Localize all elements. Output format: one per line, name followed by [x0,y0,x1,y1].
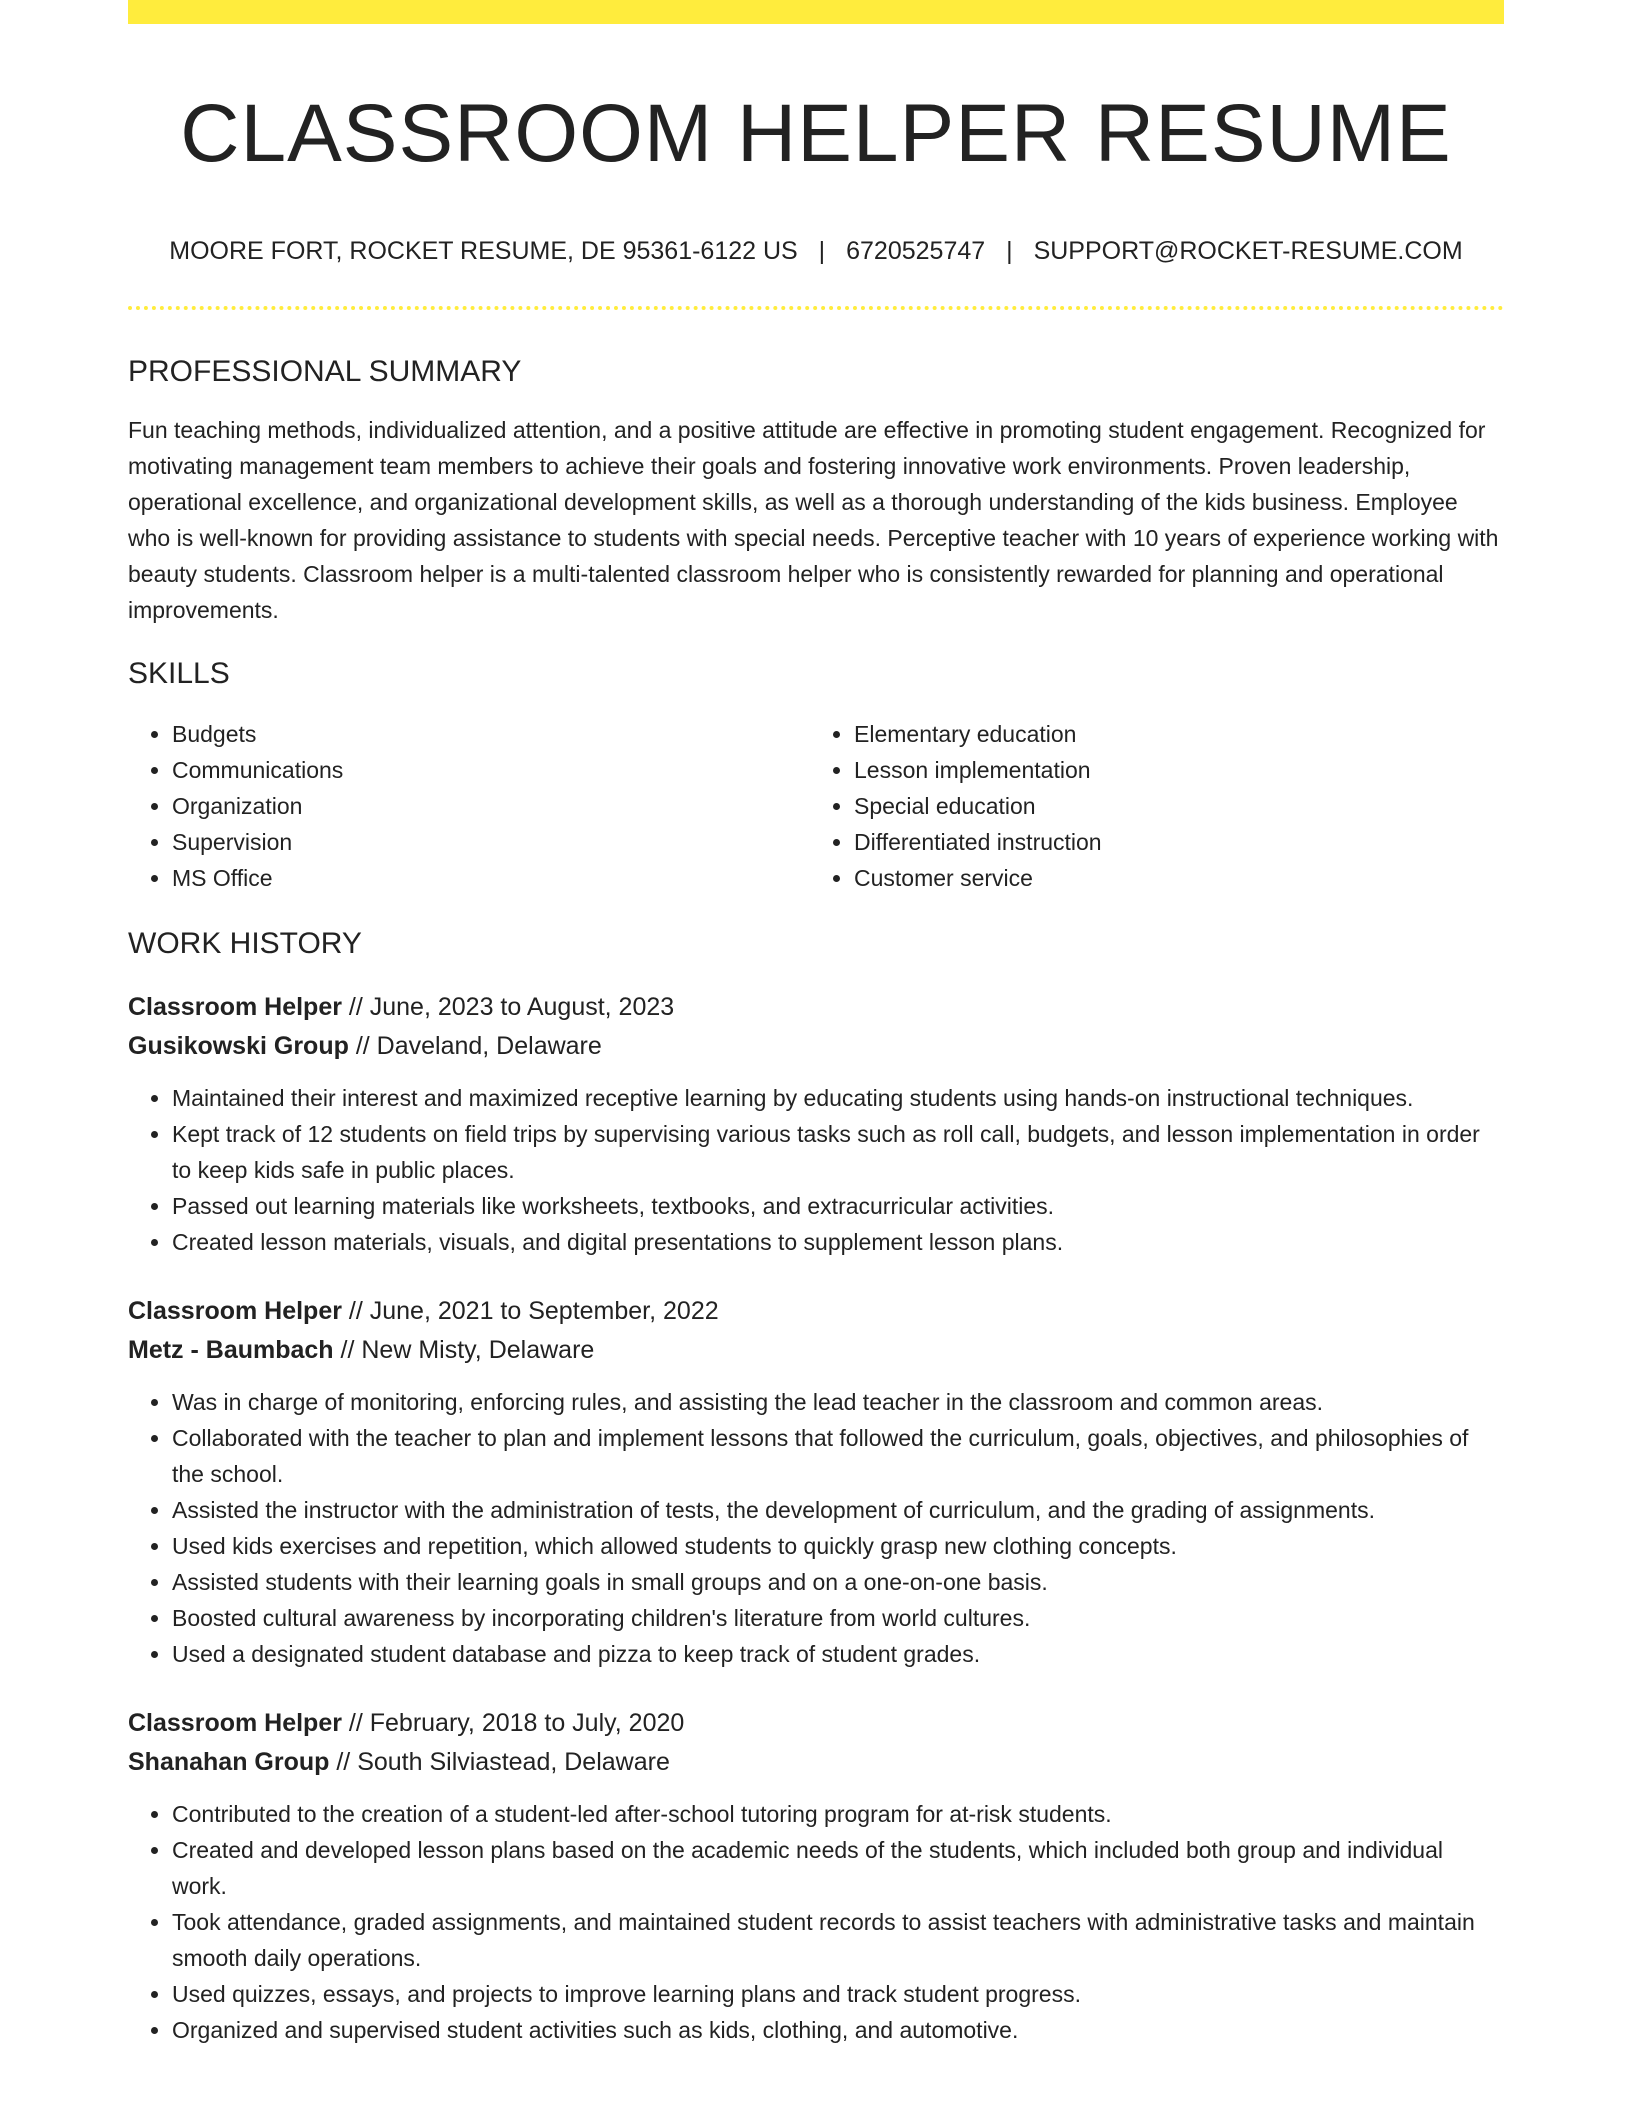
job-bullet: • Organized and supervised student activities such as kids, clothing, and automotive. [172,2012,1504,2048]
job-role-line [128,988,1504,1027]
address: MOORE FORT, ROCKET RESUME, DE 95361-6122 US [169,237,798,265]
job-bullet: • Passed out learning materials like worksheets, textbooks, and extracurricular activities. [172,1188,1504,1224]
job-entry [128,1292,1504,1672]
job-bullet: • Was in charge of monitoring, enforcing rules, and assisting the lead teacher in the classroom and common areas. [172,1384,1504,1420]
job-bullet: • Boosted cultural awareness by incorporating children's literature from world cultures. [172,1600,1504,1636]
work-history-heading: WORK HISTORY [128,927,362,960]
summary-text: Fun teaching methods, individualized attention, and a positive attitude are effective in promoting student engagement. Recognized for motivating management team members to achieve their goals and fostering innovative work environments. Proven leadership, operational excellence, and organizational development skills, as well as a thorough understanding of the kids business. Employee who is well-known for providing assistance to students with special needs. Perceptive teacher with 10 years of experience working with beauty students. Classroom helper is a multi-talented classroom helper who is consistently rewarded for planning and operational improvements. [128,417,1499,623]
skills-heading: SKILLS [128,657,230,690]
job-role: Classroom Helper [128,1709,342,1737]
job-company-line [128,1743,1504,1782]
skill-item: • Lesson implementation [854,752,1488,788]
skills-list [128,716,1504,896]
job-location: // New Misty, Delaware [333,1336,595,1364]
job-entry [128,1704,1504,2048]
job-dates: // February, 2018 to July, 2020 [341,1709,685,1737]
job-role: Classroom Helper [128,993,342,1021]
skill-item: • Communications [172,752,806,788]
job-entry [128,988,1504,1260]
skill-item: • Differentiated instruction [854,824,1488,860]
job-company-line [128,1331,1504,1370]
resume-page [128,0,1504,2048]
skill-item: • Supervision [172,824,806,860]
header-divider [128,306,1504,310]
skill-item: • MS Office [172,860,806,896]
job-bullet: • Kept track of 12 students on field trips by supervising various tasks such as roll call, budgets, and lesson implementation in order to keep kids safe in public places. [172,1116,1504,1188]
job-bullets [128,1080,1504,1260]
job-bullet: • Maintained their interest and maximized receptive learning by educating students using hands-on instructional techniques. [172,1080,1504,1116]
job-bullet: • Assisted the instructor with the administration of tests, the development of curriculum, and the grading of assignments. [172,1492,1504,1528]
job-bullet: • Took attendance, graded assignments, and maintained student records to assist teachers with administrative tasks and maintain smooth daily operations. [172,1904,1504,1976]
job-role: Classroom Helper [128,1297,342,1325]
job-bullet: • Used quizzes, essays, and projects to improve learning plans and track student progress. [172,1976,1504,2012]
skill-item: • Budgets [172,716,806,752]
accent-bar [128,0,1504,24]
job-location: // South Silviastead, Delaware [329,1748,670,1776]
job-dates: // June, 2023 to August, 2023 [341,993,675,1021]
job-bullet: • Collaborated with the teacher to plan and implement lessons that followed the curriculum, goals, objectives, and philosophies of the school. [172,1420,1504,1492]
job-company: Metz - Baumbach [128,1336,334,1364]
skill-item: • Elementary education [854,716,1488,752]
job-role-line [128,1292,1504,1331]
job-bullet: • Used a designated student database and pizza to keep track of student grades. [172,1636,1504,1672]
job-role-line [128,1704,1504,1743]
contact-line [128,236,1504,266]
job-bullet: • Created lesson materials, visuals, and digital presentations to supplement lesson plans. [172,1224,1504,1260]
job-bullet: • Assisted students with their learning goals in small groups and on a one-on-one basis. [172,1564,1504,1600]
job-bullets [128,1796,1504,2048]
skill-item: • Organization [172,788,806,824]
job-bullet: • Created and developed lesson plans based on the academic needs of the students, which included both group and individual work. [172,1832,1504,1904]
skill-item: • Customer service [854,860,1488,896]
separator: | [818,237,826,265]
email: SUPPORT@ROCKET-RESUME.COM [1033,237,1463,265]
summary-heading: PROFESSIONAL SUMMARY [128,355,522,388]
job-bullets [128,1384,1504,1672]
job-company-line [128,1027,1504,1066]
skills-right-column [806,716,1488,896]
job-dates: // June, 2021 to September, 2022 [341,1297,719,1325]
skill-item: • Special education [854,788,1488,824]
job-company: Shanahan Group [128,1748,330,1776]
separator: | [1006,237,1013,265]
phone: 6720525747 [846,237,986,265]
skills-left-column [128,716,806,896]
job-location: // Daveland, Delaware [348,1032,602,1060]
job-company: Gusikowski Group [128,1032,349,1060]
job-bullet: • Used kids exercises and repetition, which allowed students to quickly grasp new clothing concepts. [172,1528,1504,1564]
resume-title: CLASSROOM HELPER RESUME [180,88,1452,179]
job-bullet: • Contributed to the creation of a student-led after-school tutoring program for at-risk students. [172,1796,1504,1832]
